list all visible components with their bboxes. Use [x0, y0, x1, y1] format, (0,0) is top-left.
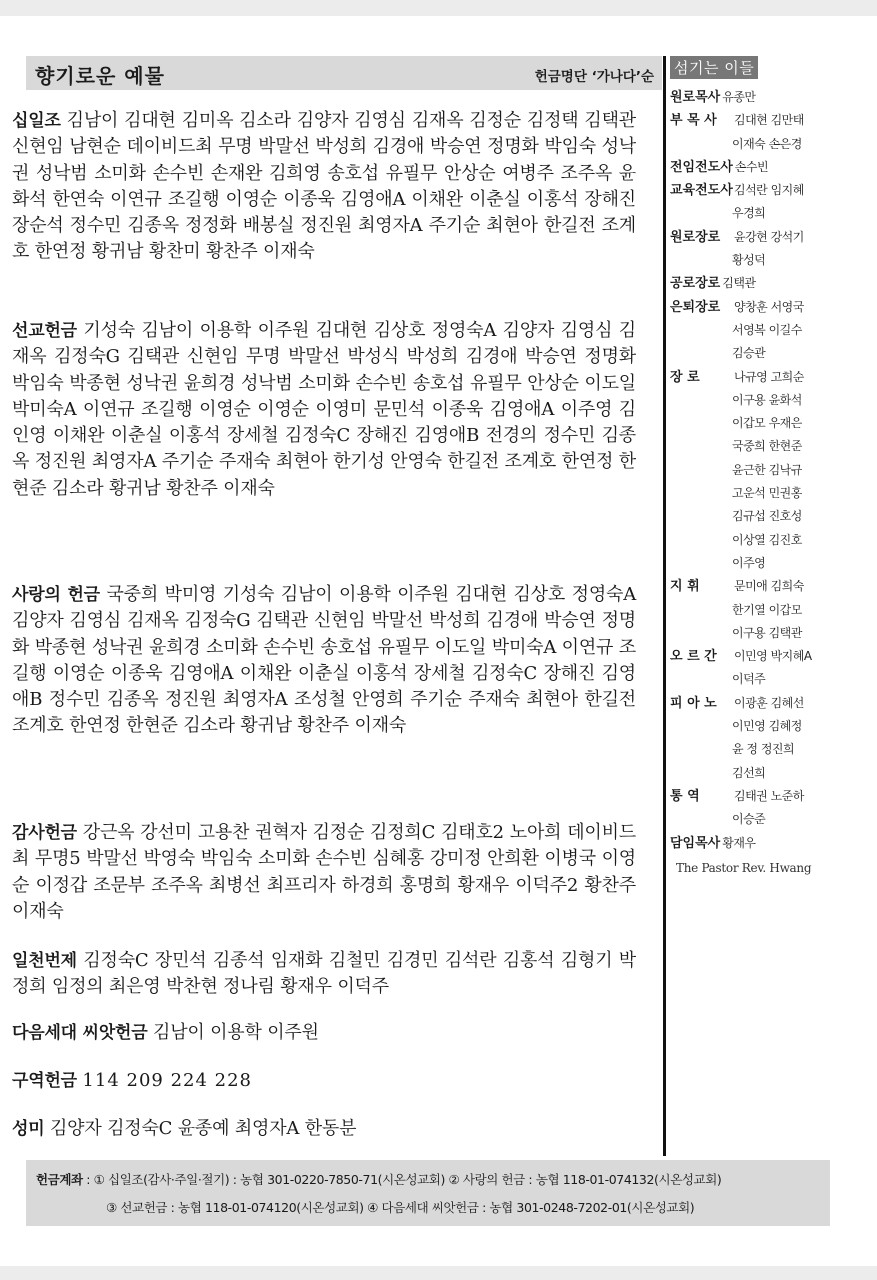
- servant-role-label: 은퇴장로: [670, 299, 721, 315]
- servant-role-label: 원로장로: [670, 229, 721, 245]
- servant-role-names-continued: 이상열 김진호: [732, 532, 802, 547]
- column-divider: [663, 56, 666, 1156]
- offering-thanks: [12, 820, 636, 925]
- offering-label: 십일조: [12, 111, 61, 131]
- servant-role-row: [670, 296, 875, 319]
- offering-names: 김남이 김대현 김미옥 김소라 김양자 김영심 김재옥 김정순 김정택 김택관 신현임 남현순 데이비드최 무명 박말선 박성희 김경애 박승연 정명화 박임숙 성낙권 성낙범 소미화 손수빈 손재완 김희영 송호섭 유필무 안상순 여병주 조주옥 윤화석 한연숙 이연규 조길행 이영순 이종욱 김영애A 이채완 이춘실 이홍석 장해진 장순석 정수민 김종옥 정정화 배봉실 정진원 최영자A 주기순 최현아 한길전 조계호 한연정 황귀남 황찬미 황찬주 이재숙: [12, 110, 636, 263]
- servant-role-names: 김택관: [722, 276, 756, 291]
- servant-role-row: [670, 226, 875, 249]
- offering-label: 일천번제: [12, 951, 77, 971]
- servant-role-row: [670, 109, 875, 132]
- servant-role-names: 김대현 김만태: [734, 113, 804, 128]
- servant-role-names: 김태권 노준하: [734, 788, 804, 803]
- servant-role-row: [670, 179, 875, 202]
- servant-role-label: 지 휘: [670, 579, 700, 595]
- offering-label: 성미: [12, 1119, 45, 1139]
- bottom-margin-strip: [0, 1266, 877, 1280]
- servant-role-row: [670, 272, 875, 295]
- servant-role-names-continued: 우경희: [732, 206, 766, 221]
- servant-role-names-continued: 이민영 김혜정: [732, 719, 802, 734]
- offerings-title-bar: [26, 56, 662, 90]
- servant-role-names-continued: 이갑모 우재은: [732, 416, 802, 431]
- servant-role-label: 공로장로: [670, 276, 721, 292]
- offering-label: 사랑의 헌금: [12, 585, 100, 605]
- servant-role-row: [670, 366, 875, 389]
- servant-role-names-continued: 황성덕: [732, 253, 766, 268]
- servant-role-names-continued: 이승준: [732, 812, 766, 827]
- servant-role-names-continued: 서영복 이길수: [732, 322, 802, 337]
- servant-role-row: [670, 645, 875, 668]
- servant-role-label: 교육전도사: [670, 183, 733, 199]
- servant-role-row: [670, 86, 875, 109]
- offerings-panel: [26, 56, 662, 90]
- servants-panel: [670, 56, 870, 875]
- servant-role-names-continued: 이구용 윤화석: [732, 392, 802, 407]
- servant-role-label: 통 역: [670, 788, 700, 804]
- servant-role-row: [670, 785, 875, 808]
- account-line-2: ③ 선교헌금 : 농협 118-01-074120(시온성교회) ④ 다음세대 씨앗헌금 : 농협 301-0248-7202-01(시온성교회): [106, 1200, 695, 1215]
- offering-rice: [12, 1116, 636, 1142]
- servant-role-names: 윤강현 강석기: [734, 229, 804, 244]
- servants-list: [670, 86, 875, 881]
- account-label: 헌금계좌: [36, 1172, 83, 1187]
- servant-role-names: 손수빈: [734, 159, 769, 174]
- servant-role-names-continued: 국중희 한현준: [732, 439, 802, 454]
- page-subtitle: 헌금명단 ‘가나다’순: [534, 69, 654, 85]
- servant-role-names: 문미애 김희숙: [734, 579, 804, 594]
- pastor-english-name: The Pastor Rev. Hwang: [676, 860, 812, 875]
- servant-role-label: 장 로: [670, 369, 700, 385]
- servant-role-names-continued: 고운석 민권홍: [732, 486, 802, 501]
- servant-role-label: 부 목 사: [670, 113, 717, 129]
- offering-names: 강근옥 강선미 고용찬 권혁자 김정순 김정희C 김태호2 노아희 데이비드최 무명5 박말선 박영숙 박임숙 소미화 손수빈 심혜홍 강미정 안희환 이병국 이영순 이정갑 조문부 조주옥 최병선 최프리자 하경희 홍명희 황재우 이덕주2 황찬주 이재숙: [12, 822, 636, 922]
- servant-role-names-continued: 한기열 이갑모: [732, 602, 802, 617]
- top-margin-strip: [0, 0, 877, 16]
- offering-thousand: [12, 948, 636, 1001]
- servant-role-names-continued: 이구용 김택관: [732, 625, 802, 640]
- servant-role-label: 원로목사: [670, 90, 721, 105]
- servant-role-names-continued: 윤 정 정진희: [732, 742, 795, 757]
- servant-role-names: 이광훈 김혜선: [734, 695, 804, 710]
- servant-role-row: [670, 575, 875, 598]
- servant-role-row: [670, 832, 875, 855]
- offering-love: [12, 582, 636, 740]
- offering-tithe: [12, 108, 636, 266]
- offering-names: 국중희 박미영 기성숙 김남이 이용학 이주원 김대현 김상호 정영숙A 김양자 김영심 김재옥 김정숙G 김택관 신현임 박말선 박성희 김경애 박승연 정명화 박종현 성낙권 윤희경 소미화 손수빈 송호섭 유필무 이도일 박미숙A 이연규 조길행 이영순 이종욱 김영애A 이채완 이춘실 이홍석 장세철 김정숙C 장해진 김영애B 정수민 김종옥 정진원 최영자A 조성철 안영희 주기순 주재숙 최현아 한길전 조계호 한연정 한현준 김소라 황귀남 황찬주 이재숙: [12, 584, 636, 737]
- offering-names: 114 209 224 228: [82, 1070, 253, 1091]
- servant-role-label: 담임목사: [670, 835, 721, 851]
- servant-role-names-continued: 윤근한 김낙규: [732, 462, 802, 477]
- servant-role-names-continued: 김규섭 진호성: [732, 509, 802, 524]
- servant-role-names: 황재우: [722, 835, 756, 850]
- servant-role-names: 이민영 박지혜A: [734, 649, 812, 664]
- offering-label: 선교헌금: [12, 321, 77, 341]
- servants-title: 섬기는 이들: [670, 56, 758, 79]
- servant-role-row: [670, 692, 875, 715]
- offering-names: 김남이 이용학 이주원: [153, 1022, 319, 1043]
- offering-mission: [12, 318, 636, 502]
- servant-role-row: [670, 156, 875, 179]
- page-title: 향기로운 예물: [35, 64, 165, 88]
- servant-role-names-continued: 이주영: [732, 555, 766, 570]
- servant-role-names: 김석란 임지혜: [734, 183, 804, 198]
- account-line-1: ① 십일조(감사·주일·절기) : 농협 301-0220-7850-71(시온성교회) ② 사랑의 헌금 : 농협 118-01-074132(시온성교회): [93, 1172, 722, 1187]
- offering-next-generation: [12, 1020, 636, 1046]
- offering-label: 감사헌금: [12, 823, 77, 843]
- account-footer: 헌금계좌 : ① 십일조(감사·주일·절기) : 농협 301-0220-7850-71(시온성교회) ② 사랑의 헌금 : 농협 118-01-074132(시온성교회) ③ 선교헌금 : 농협 118-01-074120(시온성교회) ④ 다음세대 씨앗헌금 : 농협 301-0248-7202-01(시온성교회): [26, 1160, 830, 1226]
- offering-names: 기성숙 김남이 이용학 이주원 김대현 김상호 정영숙A 김양자 김영심 김재옥 김정숙G 김택관 신현임 무명 박말선 박성식 박성희 김경애 박승연 정명화 박임숙 박종현 성낙권 윤희경 성낙범 소미화 손수빈 송호섭 유필무 안상순 이도일 박미숙A 이연규 조길행 이영순 이영순 이영미 문민석 이종욱 김영애A 이주영 김인영 이채완 이춘실 이홍석 장세철 김정숙C 장해진 김영애B 전경의 정수민 김종옥 정진원 최영자A 주기순 주재숙 최현아 한기성 안영숙 한길전 조계호 한연정 한현준 김소라 황귀남 황찬주 이재숙: [12, 320, 636, 499]
- servant-role-label: 피 아 노: [670, 695, 717, 711]
- offering-label: 다음세대 씨앗헌금: [12, 1023, 148, 1043]
- offering-names: 김양자 김정숙C 윤종예 최영자A 한동분: [49, 1118, 357, 1139]
- servant-role-names-continued: 이재숙 손은경: [732, 136, 802, 151]
- offering-district: [12, 1068, 636, 1094]
- servant-role-names: 유종만: [722, 90, 756, 104]
- servant-role-label: 전임전도사: [670, 159, 733, 175]
- servant-role-names: 양창훈 서영국: [734, 299, 804, 314]
- servant-role-names-continued: 김승관: [732, 346, 766, 361]
- servant-role-names-continued: 김선희: [732, 765, 766, 780]
- offering-names: 김정숙C 장민석 김종석 임재화 김철민 김경민 김석란 김홍석 김형기 박정희 임정의 최은영 박찬현 정나림 황재우 이덕주: [12, 950, 636, 998]
- servant-role-names-continued: 이덕주: [732, 672, 766, 687]
- servant-role-label: 오 르 간: [670, 649, 717, 665]
- servant-role-names: 나규영 고희순: [734, 369, 804, 384]
- offering-label: 구역헌금: [12, 1071, 77, 1091]
